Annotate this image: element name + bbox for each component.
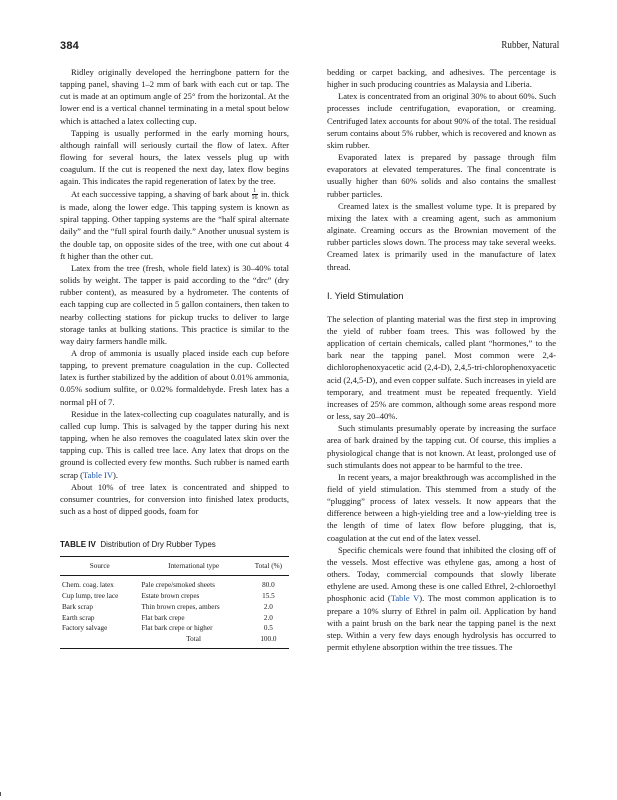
table-iv (60, 539, 289, 649)
cell-empty (60, 634, 139, 648)
paragraph: Such stimulants presumably operate by increasing the surface area of bark drained by the tapping cut. Of course, this implies a physiological change that is not known. At least, prolonged use of such stimulants does not appear to be harmful to the tree. (327, 423, 556, 470)
table-row (60, 591, 289, 602)
paragraph: Latex is concentrated from an original 30% to about 60%. Such processes include centrifugation, evaporation, or creaming. Centrifuged latex accounts for about 90% of the total. The residual serum contains about 5% rubber, which is recovered and known as skim rubber. (327, 91, 556, 150)
cell-total: 80.0 (262, 581, 275, 590)
cell-type: Flat bark crepe (141, 613, 185, 622)
paragraph-text: in. thick is made, along the lower edge. This tapping system is known as spiral tapping. Other tapping systems are the “half spiral alternate daily” and the “full spiral fourth daily.” Another unusual system is the double tap, on opposite sides of the tree, with one cut about 4 ft higher than the other cut. (60, 188, 289, 261)
table-row (60, 576, 289, 591)
fraction (252, 188, 258, 201)
table-row (60, 613, 289, 624)
cell-source: Bark scrap (62, 602, 93, 611)
page-number: 384 (60, 40, 79, 52)
cell-type: Pale crepe/smoked sheets (141, 581, 215, 590)
cell-total: 2.0 (263, 613, 273, 622)
table-caption (60, 539, 289, 551)
paragraph-text: At each successive tapping, a shaving of bark about (71, 188, 250, 199)
cell-total-label: Total (139, 634, 247, 648)
cell-total: 15.5 (262, 591, 275, 600)
paragraph: Evaporated latex is prepared by passage through film evaporators at elevated temperatures. The final concentrate is usually higher than 60% solids and also contains the smallest rubber particles. (327, 152, 556, 199)
table-total-row (60, 634, 289, 648)
fraction-numerator: 1 (253, 188, 256, 195)
cell-total: 0.5 (263, 624, 273, 633)
cell-type: Flat bark crepe or higher (141, 624, 213, 633)
right-column (327, 66, 556, 653)
paragraph-text: ). The most common application is to prepare a 10% slurry of Ethrel in palm oil. Application by hand with a paint brush on the bark near the tapping panel is the next step. Within a very few days enough hydrolysis has occurred to permit ethylene absorption within the tree tissues. The (327, 593, 557, 653)
left-column (60, 66, 289, 649)
paragraph-text: Specific chemicals were found that inhibited the closing off of the vessels. Most effective was ethylene gas, among a host of others. Today, commercial compounds that slowly liberate ethylene are used. Among these is one called Ethrel, 2-chloroethyl phosphonic acid ( (327, 544, 556, 604)
paragraph: bedding or carpet backing, and adhesives. The percentage is higher in such producing countries as Malaysia and Liberia. (327, 67, 556, 90)
cell-source: Earth scrap (62, 613, 95, 622)
table-row (60, 602, 289, 613)
table-iv-link[interactable]: Table IV (83, 469, 114, 480)
cell-type: Thin brown crepes, ambers (141, 602, 220, 611)
paragraph-text: ). (113, 469, 119, 480)
cell-type: Estate brown crepes (141, 591, 200, 600)
scan-mark (0, 792, 1, 796)
paragraph: Latex from the tree (fresh, whole field latex) is 30–40% total solids by weight. The tapper is paid according to the “drc” (dry rubber content), as measured by a hydrometer. The contents of each tapping cup are collected in 5 gallon containers, then taken to nearby collecting stations for pickup trucks to deliver to large storage tanks at bulking stations. This practice is similar to the way dairy farmers handle milk. (60, 262, 289, 346)
cell-total: 2.0 (263, 602, 273, 611)
paragraph-text: Residue in the latex-collecting cup coagulates naturally, and is called cup lump. This is salvaged by the tapper during his next tapping, when he also removes the coagulated latex skin over the tapping cup. This is called tree lace. Any latex that drops on the ground is collected every few months. Such rubber is named earth scrap ( (60, 408, 289, 480)
paragraph (60, 188, 289, 262)
table-v-link[interactable]: Table V (390, 593, 420, 604)
table-label: TABLE IV (60, 540, 96, 550)
paragraph (327, 544, 556, 653)
paragraph: The selection of planting material was the first step in improving the yield of rubber foam trees. This was followed by the application of certain chemicals, called plant “hormones,” to the bark near the tapping panel. Most common were 2,4-dichlorophenoxyacetic acid (2,4-D), 2,4,5-tri-chlorophenoxyacetic acid (2,4,5-D), and even copper sulfate. Such increases in yield are temporary, and treatment must be repeated frequently. Yield increases of 25% are common, although some areas respond more or less, say 20–40%. (327, 313, 556, 422)
column-header-international-type: International type (139, 557, 247, 576)
fraction-denominator: 16 (251, 195, 258, 202)
rubber-types-table (60, 556, 289, 649)
cell-source: Cup lump, tree lace (62, 591, 119, 600)
cell-total-value: 100.0 (248, 634, 289, 648)
paragraph (60, 408, 289, 481)
paragraph: Ridley originally developed the herringbone pattern for the tapping panel, shaving 1–2 mm of bark with each cut or tap. The cut is made at an optimum angle of 25° from the horizontal. At the lower end is a vertical channel terminating in a metal spout below which is attached a latex collecting cup. (60, 67, 289, 126)
column-header-source: Source (60, 557, 139, 576)
table-header-row (60, 557, 289, 576)
paragraph: About 10% of tree latex is concentrated and shipped to consumer countries, for conversion into finished latex products, such as a host of dipped goods, foam for (60, 481, 289, 516)
cell-source: Factory salvage (62, 624, 108, 633)
cell-source: Chem. coag. latex (62, 581, 114, 590)
table-row (60, 623, 289, 634)
paragraph: Creamed latex is the smallest volume type. It is prepared by mixing the latex with a creaming agent, such as ammonium alginate. Creaming occurs as the Brownian movement of the rubber particles slows down. The process may take several weeks. Creamed latex is primarily used in the manufacture of latex thread. (327, 200, 556, 272)
running-head: Rubber, Natural (501, 40, 559, 51)
section-heading: I. Yield Stimulation (327, 290, 404, 301)
column-header-total: Total (%) (248, 557, 289, 576)
table-title: Distribution of Dry Rubber Types (100, 540, 216, 550)
paragraph: Tapping is usually performed in the early morning hours, although rainfall will seriously curtail the flow of latex. After flowing for several hours, the latex vessels plug up with coagulum. If the cut is reopened the next day, latex flow begins again. This indicates the rapid regeneration of latex by the tree. (60, 127, 289, 187)
paragraph: In recent years, a major breakthrough was accomplished in the field of yield stimulation. This stemmed from a study of the “plugging” process of latex vessels. It now appears that the difference between a high-yielding tree and a low-yielding tree is the length of time of latex flow before plugging, that is, coagulation at the cut end of the latex vessel. (327, 471, 556, 543)
paragraph: A drop of ammonia is usually placed inside each cup before tapping, to prevent premature coagulation in the cup. Collected latex is further stabilized by the addition of about 0.01% ammonia, 0.05% sodium sulfite, or 0.02% formaldehyde. Fresh latex has a normal pH of 7. (60, 347, 289, 407)
